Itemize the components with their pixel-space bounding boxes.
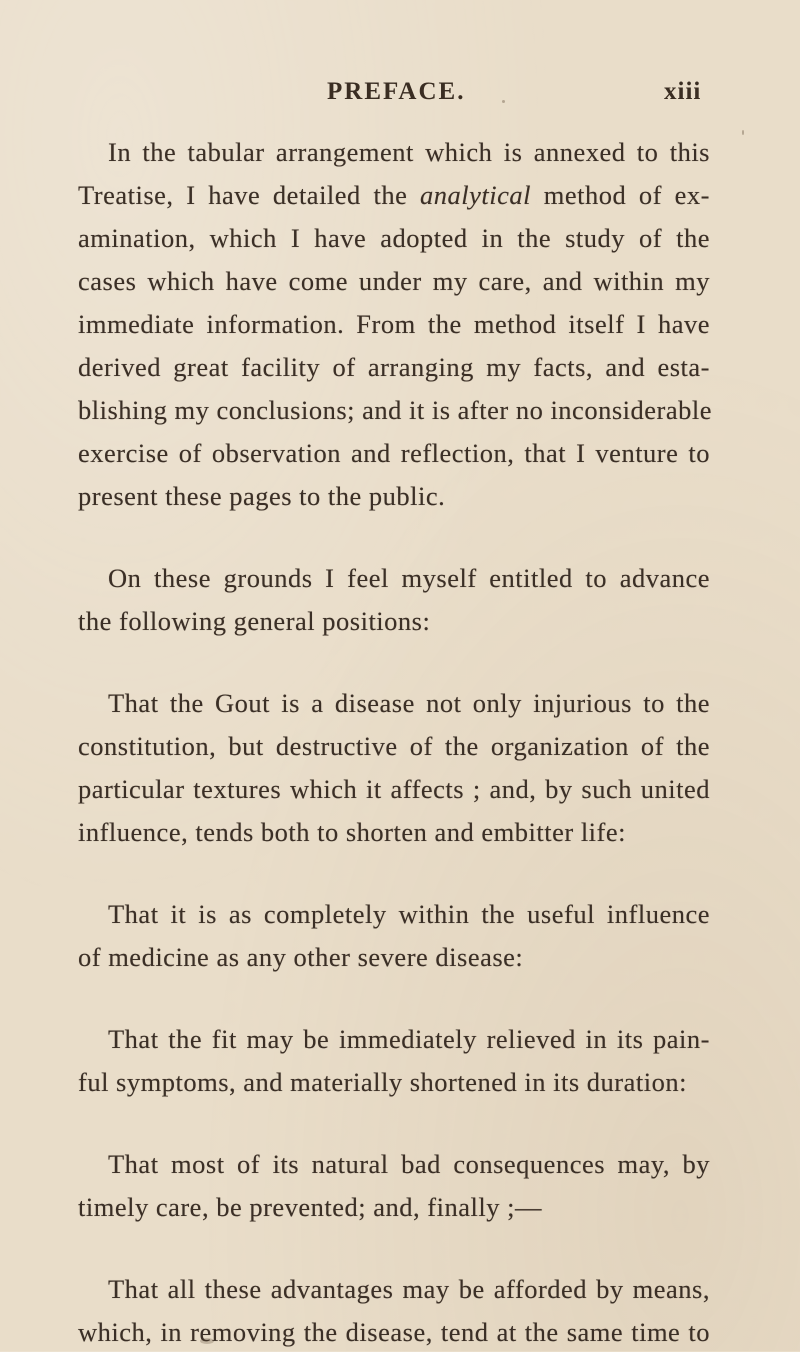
text-line: immediate information. From the method itself I have [78, 309, 710, 339]
text-line [78, 175, 710, 215]
text-line: That the Gout is a disease not only injurious to the [108, 688, 710, 718]
running-head [0, 78, 800, 114]
text-line: That it is as completely within the useful influence [108, 899, 710, 929]
running-title: PREFACE. [327, 78, 466, 105]
text-line: present these pages to the public. [78, 481, 446, 511]
text-line: In the tabular arrangement which is annexed to this [108, 137, 710, 167]
text-line: of medicine as any other severe disease: [78, 942, 524, 972]
page-number: xiii [664, 78, 702, 105]
text-line: On these grounds I feel myself entitled to advance [108, 563, 710, 593]
text-line: exercise of observation and reflection, that I venture to [78, 438, 710, 468]
text-line: timely care, be prevented; and, finally ;— [78, 1192, 542, 1222]
text-line: That most of its natural bad consequences may, by [108, 1149, 710, 1179]
text-line: cases which have come under my care, and within my [78, 266, 710, 296]
text-line: constitution, but destructive of the organization of the [78, 731, 710, 761]
text-run: method of ex- [531, 180, 710, 210]
paper-speck [742, 130, 744, 135]
text-line: ful symptoms, and materially shortened in its duration: [78, 1067, 687, 1097]
text-line: the following general positions: [78, 606, 431, 636]
paper-stain [200, 1338, 214, 1344]
text-run: Treatise, I have detailed the [78, 180, 421, 210]
paper-speck [502, 100, 505, 103]
text-line: That all these advantages may be afforded by means, [108, 1274, 710, 1304]
text-line: which, in removing the disease, tend at the same time to [78, 1317, 710, 1347]
emphasized-word: analytical [420, 180, 532, 210]
text-line: particular textures which it affects ; and, by such united [78, 774, 710, 804]
text-line: influence, tends both to shorten and embitter life: [78, 817, 626, 847]
text-line: amination, which I have adopted in the study of the [78, 223, 710, 253]
text-line: blishing my conclusions; and it is after no inconsiderable [78, 395, 712, 425]
text-line: derived great facility of arranging my facts, and esta- [78, 352, 710, 382]
text-line: That the fit may be immediately relieved in its pain- [108, 1024, 710, 1054]
